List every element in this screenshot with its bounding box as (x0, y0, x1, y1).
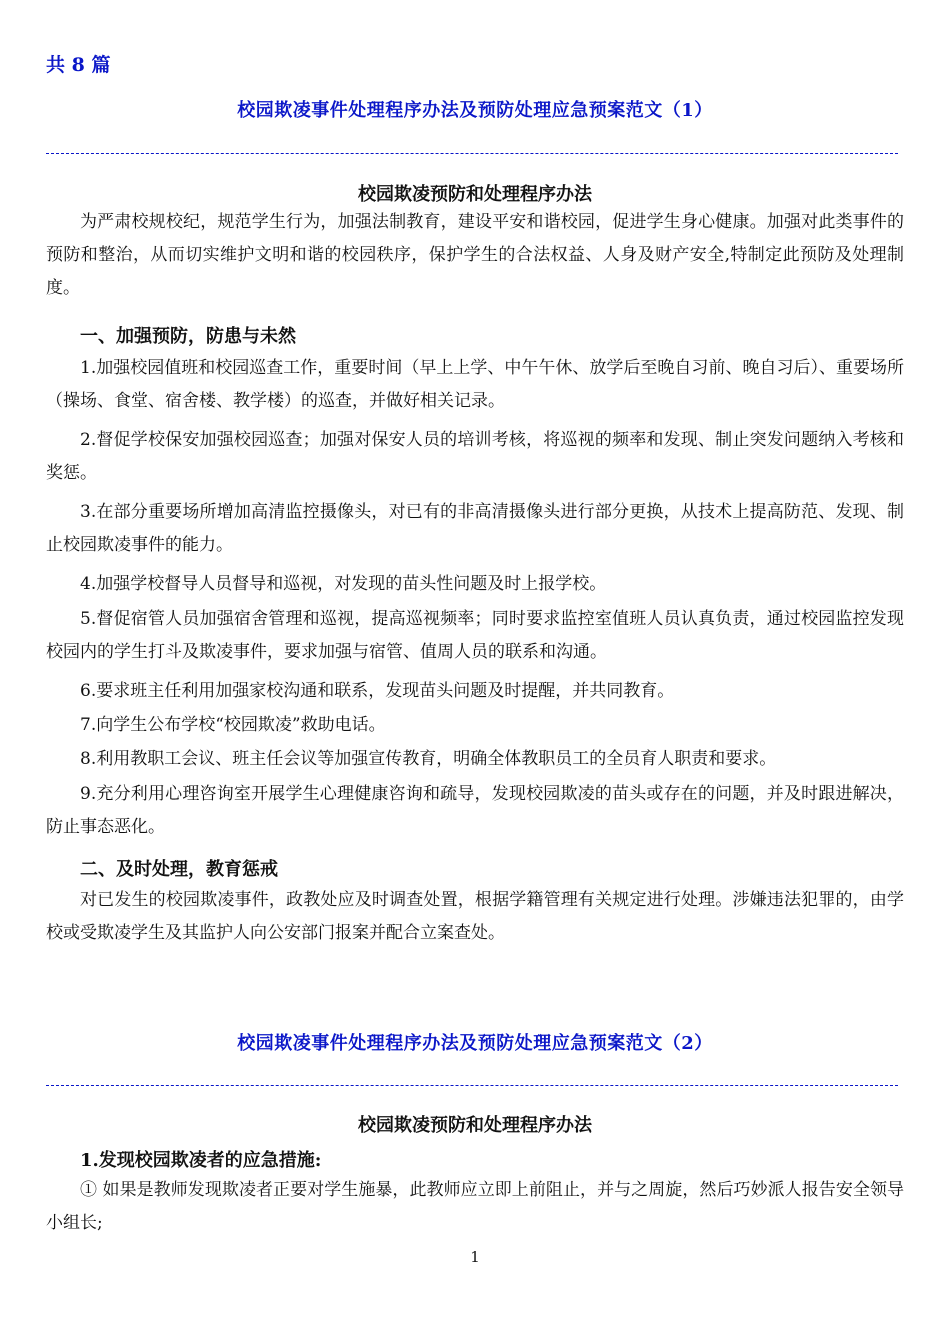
separator-line (46, 153, 898, 154)
article-2-subtitle: 校园欺凌预防和处理程序办法 (358, 1115, 592, 1136)
section-2-paragraph: 对已发生的校园欺凌事件，政教处应及时调查处置，根据学籍管理有关规定进行处理。涉嫌违法犯罪的，由学校或受欺凌学生及其监护人向公安部门报案并配合立案查处。 (46, 890, 904, 943)
list-item: 5.督促宿管人员加强宿舍管理和巡视，提高巡视频率；同时要求监控室值班人员认真负责，通过校园监控发现校园内的学生打斗及欺凌事件，要求加强与宿管、值周人员的联系和沟通。 (46, 609, 904, 662)
section-1-heading: 一、加强预防，防患与未然 (80, 326, 296, 347)
list-item: 8.利用教职工会议、班主任会议等加强宣传教育，明确全体教职员工的全员育人职责和要求。 (80, 749, 777, 769)
article-count: 共 8 篇 (46, 54, 111, 76)
article-1-subtitle: 校园欺凌预防和处理程序办法 (358, 184, 592, 205)
list-item: 7.向学生公布学校“校园欺凌”救助电话。 (80, 715, 386, 735)
article-1-title: 校园欺凌事件处理程序办法及预防处理应急预案范文（1） (237, 100, 713, 121)
article-2-title: 校园欺凌事件处理程序办法及预防处理应急预案范文（2） (237, 1033, 713, 1054)
list-item: 6.要求班主任利用加强家校沟通和联系，发现苗头问题及时提醒，并共同教育。 (80, 681, 675, 701)
list-item: ① 如果是教师发现欺凌者正要对学生施暴，此教师应立即上前阻止，并与之周旋，然后巧妙派人报告安全领导小组长; (46, 1180, 904, 1233)
list-item: 4.加强学校督导人员督导和巡视，对发现的苗头性问题及时上报学校。 (80, 574, 607, 594)
list-item: 1.加强校园值班和校园巡查工作，重要时间（早上上学、中午午休、放学后至晚自习前、晚自习后）、重要场所（操场、食堂、宿舍楼、教学楼）的巡查，并做好相关记录。 (46, 358, 904, 411)
intro-paragraph: 为严肃校规校纪，规范学生行为，加强法制教育，建设平安和谐校园，促进学生身心健康。加强对此类事件的预防和整治，从而切实维护文明和谐的校园秩序，保护学生的合法权益、人身及财产安全,特制定此预防及处理制度。 (46, 212, 904, 298)
article-2-heading: 1.发现校园欺凌者的应急措施: (80, 1150, 322, 1171)
separator-line (46, 1085, 898, 1086)
section-2-heading: 二、及时处理，教育惩戒 (80, 859, 278, 880)
page-number: 1 (470, 1248, 480, 1266)
list-item: 3.在部分重要场所增加高清监控摄像头，对已有的非高清摄像头进行部分更换，从技术上提高防范、发现、制止校园欺凌事件的能力。 (46, 502, 904, 555)
list-item: 9.充分利用心理咨询室开展学生心理健康咨询和疏导，发现校园欺凌的苗头或存在的问题，并及时跟进解决，防止事态恶化。 (46, 784, 904, 837)
list-item: 2.督促学校保安加强校园巡查；加强对保安人员的培训考核，将巡视的频率和发现、制止突发问题纳入考核和奖惩。 (46, 430, 904, 483)
